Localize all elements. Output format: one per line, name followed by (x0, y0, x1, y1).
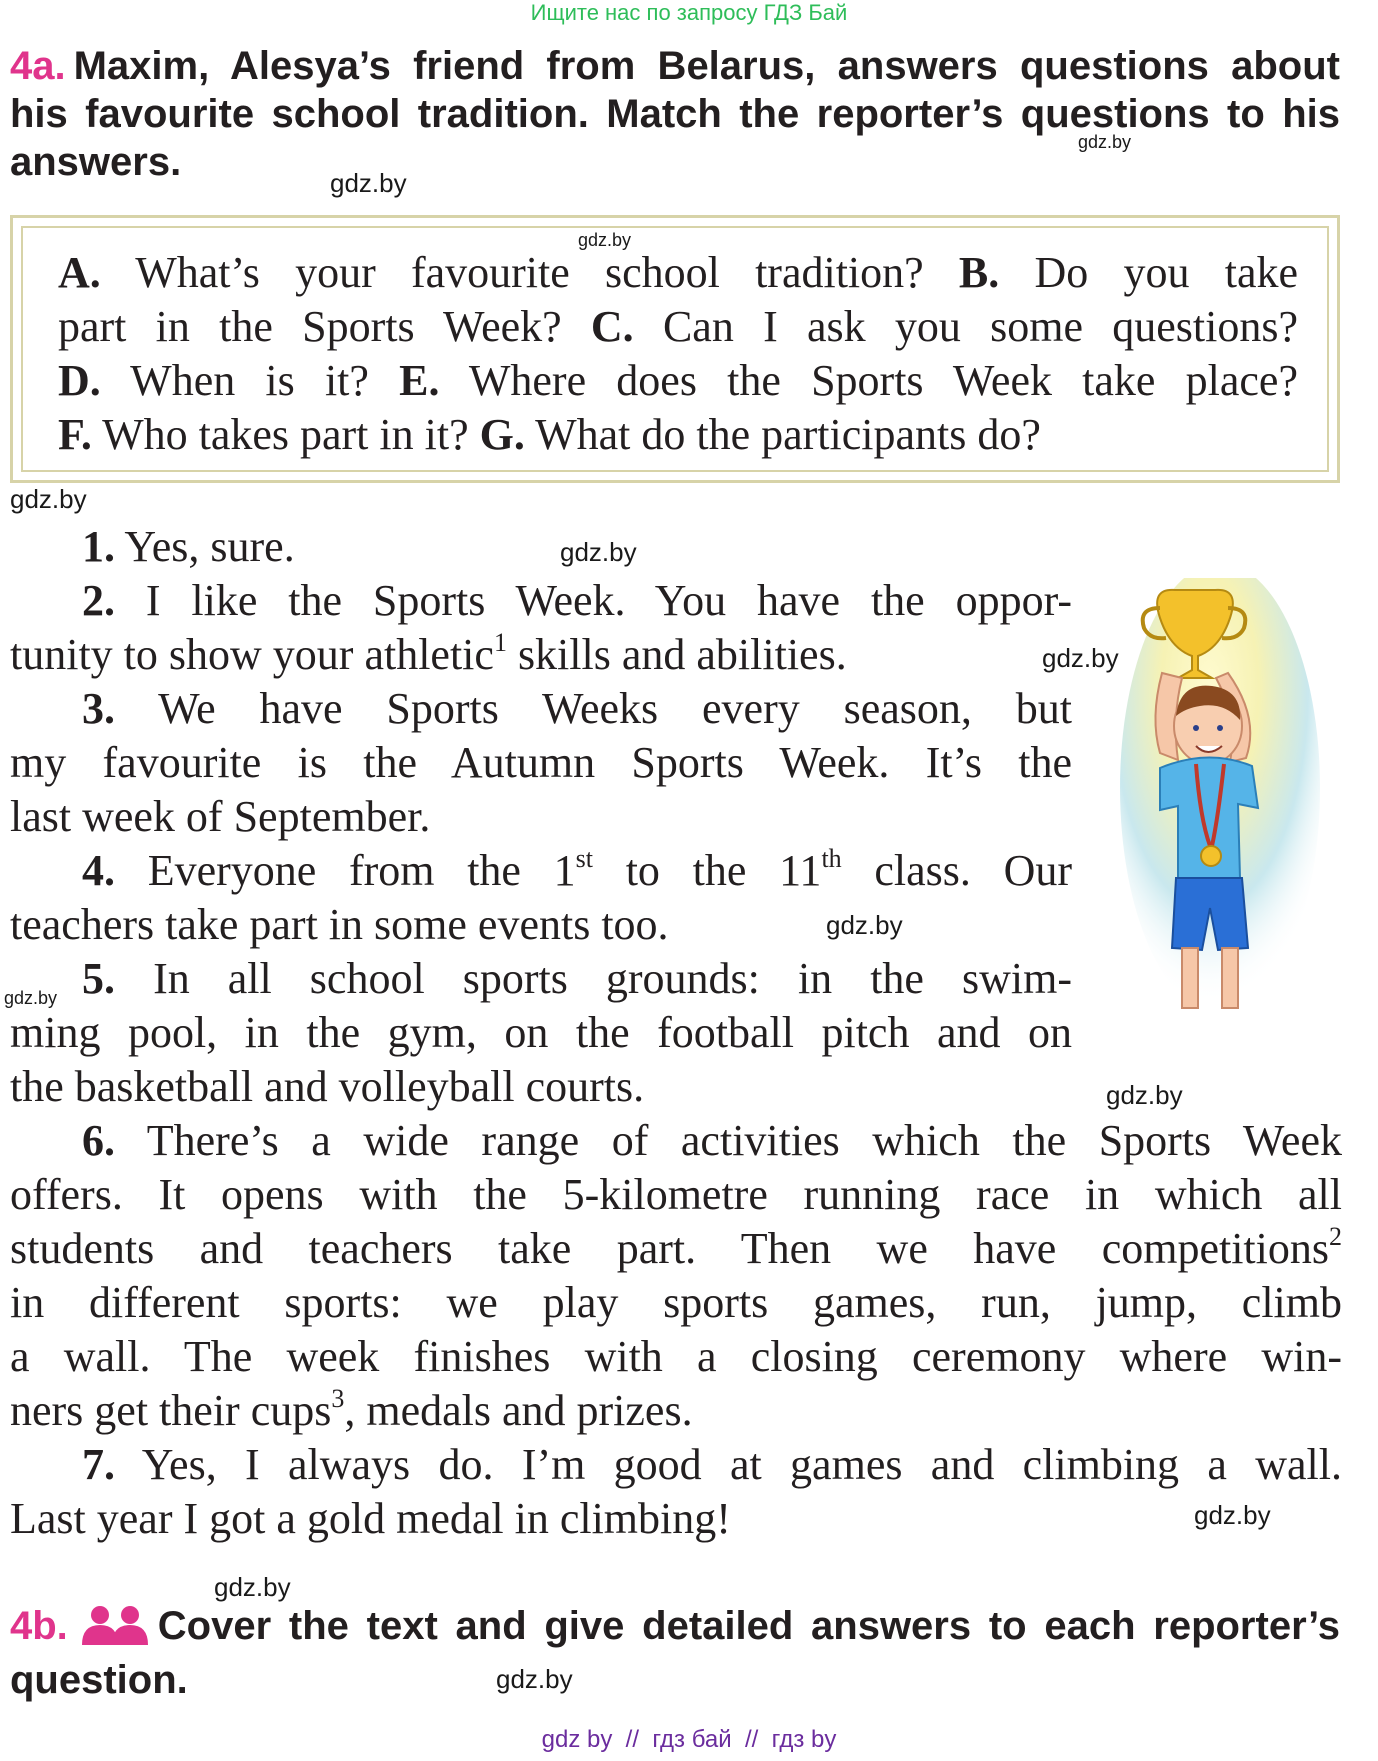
watermark: gdz.by (330, 168, 407, 198)
answer-3-line-2: my favourite is the Autumn Sports Week. It’s the (10, 738, 1072, 787)
answer-1-text: Yes, sure. (124, 522, 295, 571)
watermark: gdz.by (1042, 643, 1119, 673)
watermark: gdz.by (4, 988, 58, 1008)
answer-6-number: 6. (82, 1116, 115, 1165)
answer-6-line-2: offers. It opens with the 5-kilometre running race in which all (10, 1170, 1342, 1219)
question-g: What do the participants do? (535, 410, 1041, 459)
question-b-letter: B. (958, 248, 1000, 297)
watermark: gdz.by (1078, 132, 1132, 152)
answer-3-number: 3. (82, 684, 115, 733)
answer-3-line-1 (82, 682, 1072, 736)
ordinal-suffix: st (575, 844, 593, 874)
task-4a-line-3: answers. (10, 140, 182, 184)
answer-2-line-1 (82, 574, 1072, 628)
ordinal-suffix: th (821, 844, 842, 874)
answer-6-text: ners get their cups (10, 1386, 332, 1435)
answer-6-text: There’s a wide range of activities which the Sports Week (146, 1116, 1342, 1165)
answer-6-line-5: a wall. The week finishes with a closing ceremony where win- (10, 1332, 1342, 1381)
question-f: Who takes part in it? (102, 410, 469, 459)
answer-6-text: students and teachers take part. Then we have competitions (10, 1224, 1329, 1273)
question-e: Where does the Sports Week take place? (468, 356, 1298, 405)
task-4a-number: 4a. (10, 44, 66, 88)
task-4a-line-1: Maxim, Alesya’s friend from Belarus, answers questions about (73, 44, 1340, 88)
answer-4-line-2: teachers take part in some events too. (10, 900, 669, 949)
answer-7-line-1 (82, 1438, 1342, 1492)
answer-5-text: In all school sports grounds: in the swim- (153, 954, 1073, 1003)
questions-line-1 (58, 246, 1298, 300)
answer-2-text: skills and abilities. (517, 630, 847, 679)
answer-2-line-2 (10, 628, 847, 682)
answer-4-text: to the 11 (625, 846, 822, 895)
question-c: Can I ask you some questions? (662, 302, 1298, 351)
answer-2-text: I like the Sports Week. You have the oppor- (145, 576, 1073, 625)
footer-links[interactable]: gdz by // гдз бай // гдз by (541, 1726, 837, 1753)
task-4a-line-2: his favourite school tradition. Match the reporter’s questions to his (10, 92, 1340, 136)
answer-4-number: 4. (82, 846, 115, 895)
answer-6-line-4: in different sports: we play sports games, run, jump, climb (10, 1278, 1342, 1327)
task-4b-number: 4b. (10, 1604, 68, 1648)
answer-7-line-2: Last year I got a gold medal in climbing! (10, 1494, 731, 1543)
answer-1-number: 1. (82, 522, 115, 571)
answer-2-number: 2. (82, 576, 115, 625)
answer-2-text: tunity to show your athletic (10, 630, 494, 679)
task-4b-line-2: question. (10, 1658, 188, 1702)
question-e-letter: E. (399, 356, 440, 405)
questions-text (58, 246, 1298, 462)
task-4b-heading (10, 1602, 1340, 1704)
question-g-letter: G. (479, 410, 525, 459)
answer-5-line-1 (82, 952, 1072, 1006)
question-c-letter: C. (590, 302, 634, 351)
question-a-letter: A. (58, 248, 101, 297)
answer-5-line-2: ming pool, in the gym, on the football pitch and on (10, 1008, 1072, 1057)
watermark: gdz.by (1194, 1500, 1271, 1530)
footnote-2-marker: 2 (1329, 1222, 1342, 1252)
answer-1 (82, 520, 295, 574)
answer-7-number: 7. (82, 1440, 115, 1489)
watermark: gdz.by (496, 1664, 573, 1694)
answer-6-text: , medals and prizes. (344, 1386, 693, 1435)
question-b: Do you take (1034, 248, 1299, 297)
task-4a-heading (10, 42, 1340, 186)
answer-3-line-3: last week of September. (10, 792, 431, 841)
answer-6-line-1 (82, 1114, 1342, 1168)
answer-4-text: class. Our (874, 846, 1073, 895)
answer-6-line-6 (10, 1384, 693, 1438)
watermark: gdz.by (560, 537, 637, 567)
watermark: gdz.by (10, 484, 87, 514)
task-4b-line-1: Cover the text and give detailed answers to each reporter’s (157, 1604, 1340, 1648)
watermark: gdz.by (214, 1572, 291, 1602)
top-banner[interactable]: Ищите нас по запросу ГДЗ Бай (530, 0, 848, 25)
pair-work-icon (80, 1605, 150, 1656)
answer-5-number: 5. (82, 954, 115, 1003)
questions-line-4 (58, 408, 1298, 462)
question-b-continued: part in the Sports Week? (58, 302, 562, 351)
question-d: When is it? (130, 356, 369, 405)
answer-6-line-3 (10, 1222, 1342, 1276)
watermark: gdz.by (1106, 1080, 1183, 1110)
question-d-letter: D. (58, 356, 101, 405)
footnote-1-marker: 1 (493, 628, 507, 658)
questions-line-3 (58, 354, 1298, 408)
footnote-3-marker: 3 (331, 1384, 345, 1414)
answer-4-text: Everyone from the 1 (147, 846, 576, 895)
answer-7-text: Yes, I always do. I’m good at games and climbing a wall. (141, 1440, 1342, 1489)
answer-3-text: We have Sports Weeks every season, but (158, 684, 1072, 733)
answer-5-line-3: the basketball and volleyball courts. (10, 1062, 645, 1111)
watermark: gdz.by (578, 230, 632, 250)
question-f-letter: F. (58, 410, 92, 459)
questions-line-2 (58, 300, 1298, 354)
question-a: What’s your favourite school tradition? (135, 248, 924, 297)
boy-holding-trophy-illustration (1120, 578, 1320, 1013)
watermark: gdz.by (826, 910, 903, 940)
answer-4-line-1 (82, 844, 1072, 898)
